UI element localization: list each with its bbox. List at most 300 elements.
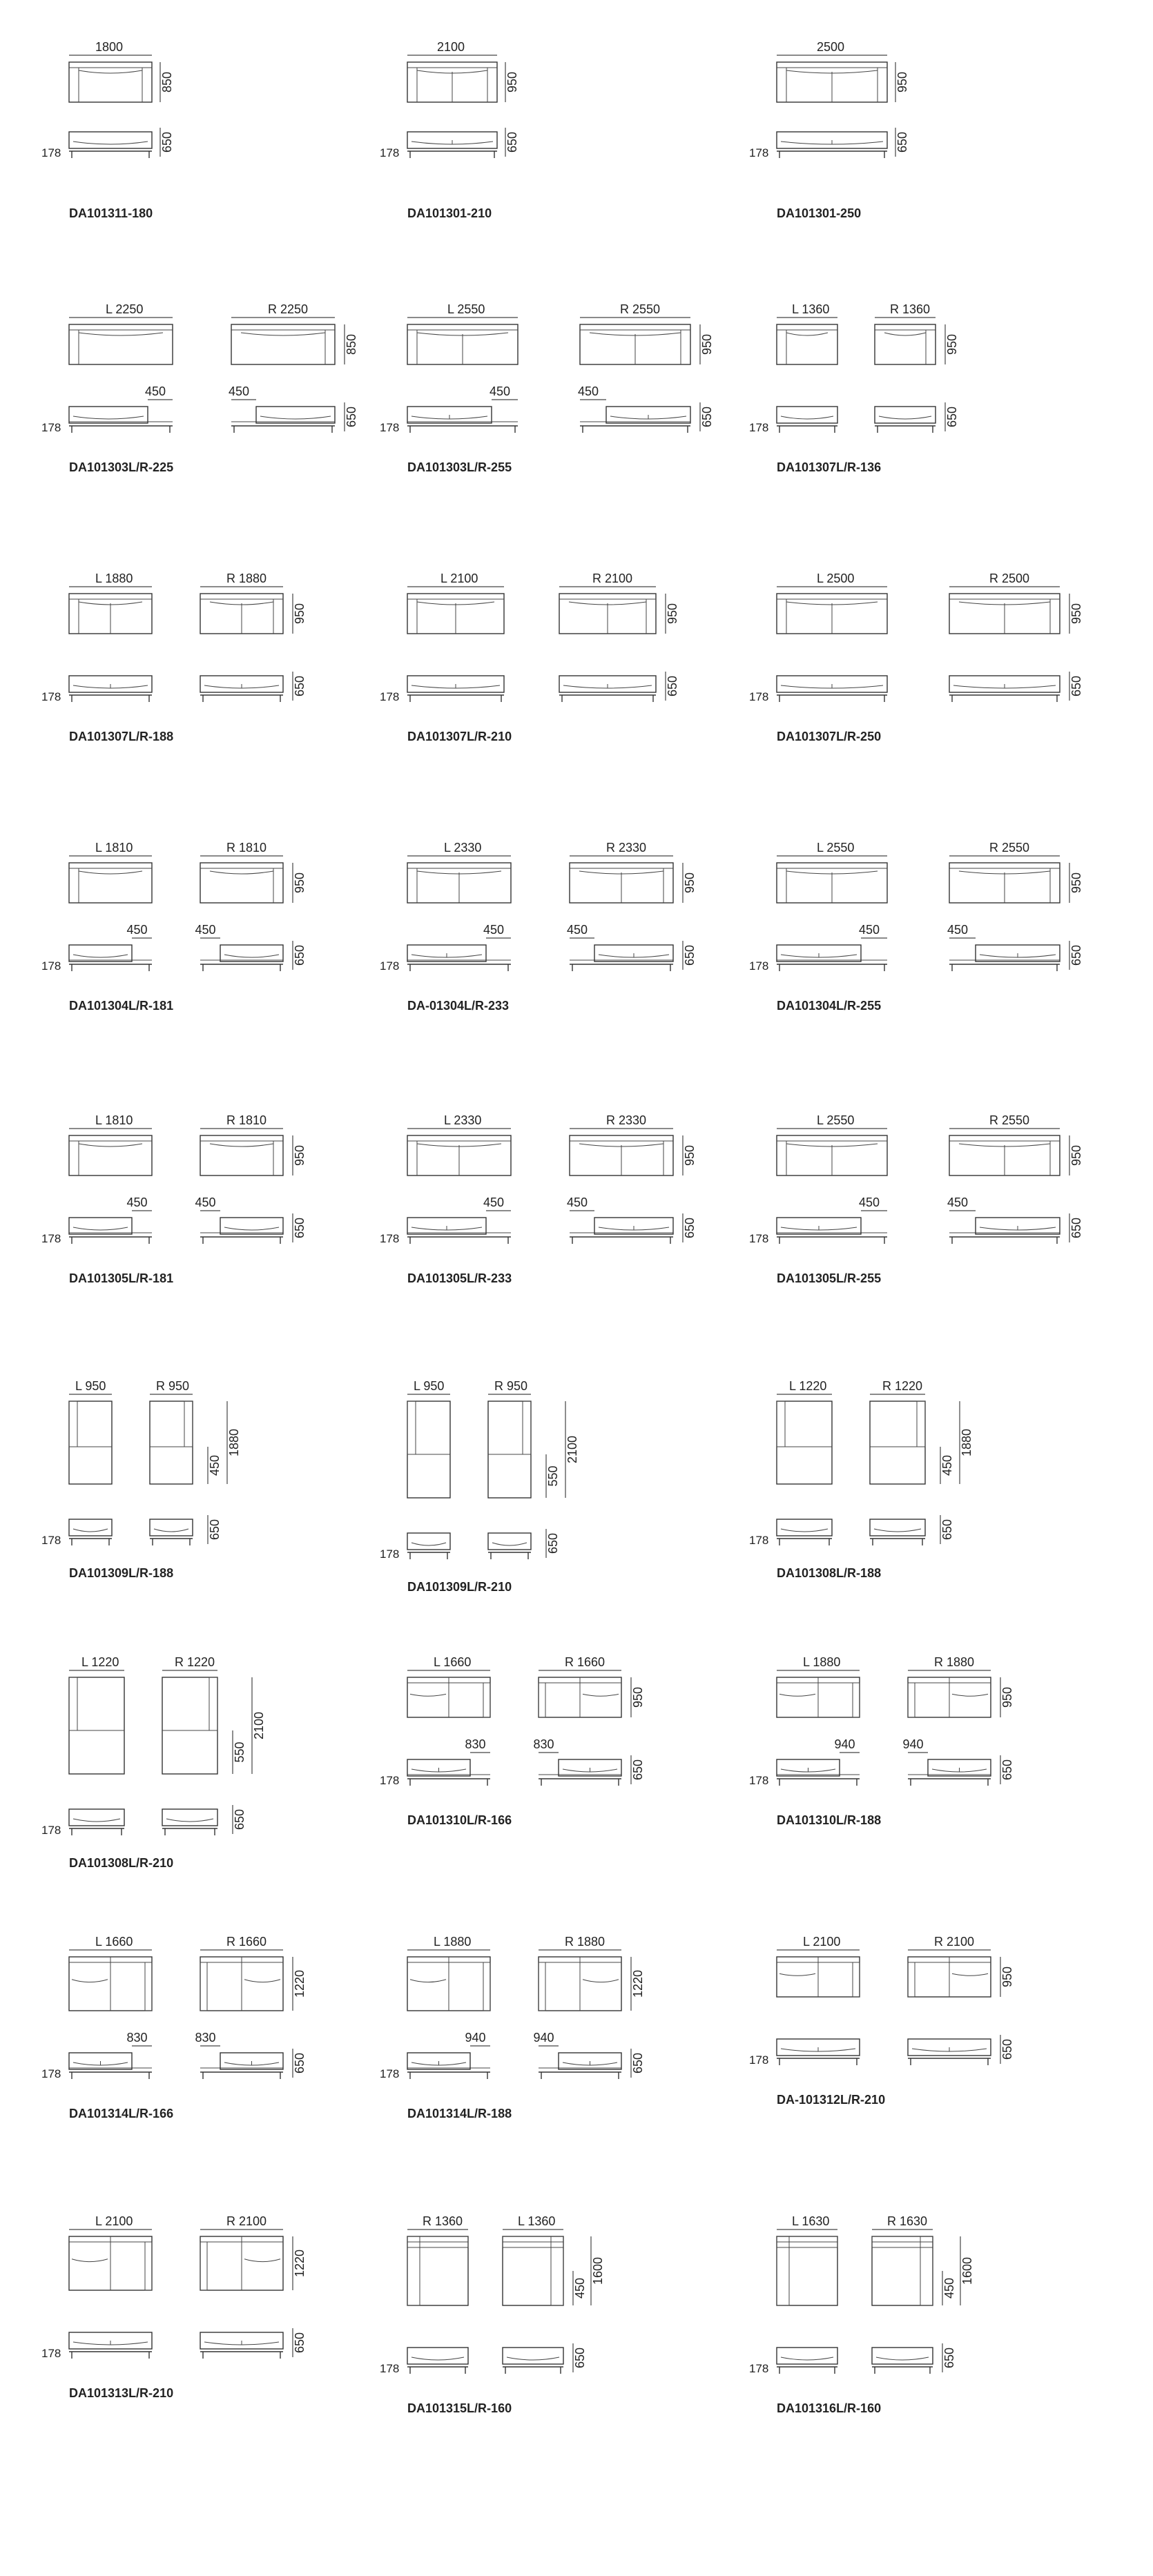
height-label: 650 bbox=[666, 675, 679, 697]
sofa-legs bbox=[410, 1779, 487, 1786]
backrest-curve bbox=[410, 1694, 446, 1696]
height-label: 650 bbox=[1000, 1759, 1014, 1781]
seat-cushion-curve bbox=[492, 1543, 527, 1545]
sofa-legs bbox=[165, 1828, 215, 1835]
armrest bbox=[539, 1962, 545, 2011]
height-label: 650 bbox=[631, 2052, 645, 2074]
width-label-right: R 1660 bbox=[226, 1935, 267, 1949]
platform-extension bbox=[539, 2068, 621, 2072]
seat-cushion-curve bbox=[874, 1529, 921, 1532]
platform-extension bbox=[777, 960, 887, 964]
sofa-legs bbox=[779, 2367, 835, 2374]
sofa-legs bbox=[72, 426, 170, 433]
product-group-da101307l-r-136 bbox=[749, 302, 959, 474]
platform-extension bbox=[570, 1233, 673, 1237]
depth-label: 950 bbox=[666, 603, 679, 625]
width-label-left: L 1810 bbox=[95, 1113, 133, 1127]
extension-label-right: 450 bbox=[578, 384, 599, 398]
depth-label: 950 bbox=[293, 603, 307, 625]
width-label-left: L 2100 bbox=[95, 2214, 133, 2228]
depth-label: 1600 bbox=[960, 2256, 974, 2285]
sofa-legs bbox=[203, 695, 280, 702]
seat-height-label: 178 bbox=[380, 1232, 400, 1245]
product-group-da-01304l-r-233 bbox=[380, 841, 697, 1013]
seat-depth-label: 550 bbox=[546, 1465, 560, 1487]
platform-extension bbox=[580, 422, 690, 426]
product-code: DA101303L/R-225 bbox=[69, 460, 174, 474]
sofa-legs bbox=[952, 695, 1057, 702]
sofa-plan-outline bbox=[875, 324, 936, 364]
product-group-da101305l-r-255 bbox=[749, 1113, 1083, 1285]
depth-label: 850 bbox=[345, 333, 358, 355]
depth-label: 1220 bbox=[631, 1969, 645, 1998]
depth-label: 950 bbox=[683, 1144, 697, 1167]
extension-label-right: 830 bbox=[195, 2031, 216, 2045]
product-group-da101310l-r-166 bbox=[380, 1655, 645, 1827]
width-label-left: L 1220 bbox=[789, 1379, 827, 1393]
seat-height-label: 178 bbox=[749, 959, 769, 973]
cushion-curve bbox=[79, 333, 163, 335]
seat-cushion-curve bbox=[73, 1819, 120, 1822]
sofa-legs bbox=[875, 2367, 930, 2374]
sofa-plan-outline bbox=[69, 1135, 152, 1175]
seat-cushion-curve bbox=[781, 1529, 828, 1532]
sofa-elevation-body bbox=[69, 407, 148, 423]
sofa-legs bbox=[72, 1828, 122, 1835]
cushion-curve bbox=[786, 333, 828, 335]
backrest-curve bbox=[779, 1973, 815, 1975]
corner-backrest bbox=[920, 2236, 933, 2305]
width-label-left: L 1660 bbox=[95, 1935, 133, 1949]
platform-extension bbox=[407, 1233, 511, 1237]
sofa-legs bbox=[72, 695, 149, 702]
sofa-legs bbox=[911, 2058, 988, 2065]
depth-label: 2100 bbox=[252, 1711, 266, 1740]
width-label-right: R 1880 bbox=[226, 572, 267, 585]
product-code: DA-101312L/R-210 bbox=[777, 2093, 886, 2107]
backrest-curve bbox=[244, 2259, 280, 2262]
product-code: DA101311-180 bbox=[69, 206, 153, 220]
height-label: 650 bbox=[293, 1217, 307, 1239]
armrest bbox=[908, 1683, 915, 1717]
width-label-left: L 1360 bbox=[792, 302, 830, 316]
seat-cushion-curve bbox=[411, 1543, 446, 1545]
cushion-curve bbox=[210, 1144, 273, 1146]
sofa-legs bbox=[572, 964, 670, 971]
height-label: 650 bbox=[293, 2332, 307, 2354]
chaise-backrest bbox=[184, 1401, 193, 1447]
width-label-left: L 2330 bbox=[444, 841, 482, 855]
armrest bbox=[483, 1962, 490, 2011]
width-label-left: L 950 bbox=[414, 1379, 445, 1393]
sofa-legs bbox=[203, 2352, 280, 2359]
seat-cushion-curve bbox=[73, 142, 148, 144]
width-label-left: L 2500 bbox=[817, 572, 855, 585]
depth-label: 950 bbox=[631, 1686, 645, 1708]
width-label-left: L 1810 bbox=[95, 841, 133, 855]
product-group-da101305l-r-233 bbox=[380, 1113, 697, 1285]
product-code: DA101309L/R-188 bbox=[69, 1566, 174, 1580]
seat-height-label: 178 bbox=[41, 959, 61, 973]
corner-backrest bbox=[551, 2236, 563, 2305]
sofa-elevation-body bbox=[488, 1533, 531, 1550]
width-label-left: L 2550 bbox=[817, 1113, 855, 1127]
cushion-curve bbox=[210, 871, 273, 874]
sofa-legs bbox=[779, 964, 884, 971]
sofa-legs bbox=[234, 426, 332, 433]
product-code: DA101304L/R-255 bbox=[777, 999, 882, 1013]
sofa-legs bbox=[779, 1539, 829, 1545]
seat-cushion-curve bbox=[781, 416, 833, 419]
sofa-legs bbox=[72, 964, 149, 971]
height-label: 650 bbox=[160, 131, 174, 153]
depth-label: 1880 bbox=[227, 1428, 241, 1457]
product-code: DA101307L/R-188 bbox=[69, 730, 174, 743]
width-label-right: R 2500 bbox=[989, 572, 1030, 585]
backrest-curve bbox=[952, 1694, 988, 1696]
sofa-legs bbox=[541, 1779, 619, 1786]
width-label-right: R 1880 bbox=[565, 1935, 605, 1949]
sofa-legs bbox=[410, 151, 494, 158]
sofa-legs bbox=[505, 2367, 561, 2374]
cushion-curve bbox=[241, 333, 325, 335]
seat-cushion-curve bbox=[876, 2357, 929, 2360]
chaise-plan-outline bbox=[150, 1401, 193, 1484]
platform-extension bbox=[69, 2068, 152, 2072]
seat-height-label: 178 bbox=[380, 2362, 400, 2375]
extension-label-left: 450 bbox=[126, 1196, 148, 1209]
width-label-left: L 950 bbox=[75, 1379, 106, 1393]
cushion-curve bbox=[884, 333, 926, 335]
sofa-elevation-body bbox=[69, 1809, 124, 1826]
seat-cushion-curve bbox=[73, 1227, 128, 1230]
extension-label-right: 830 bbox=[533, 1737, 554, 1751]
platform-extension bbox=[407, 960, 511, 964]
sofa-legs bbox=[779, 2058, 857, 2065]
extension-label-left: 450 bbox=[483, 923, 505, 937]
height-label: 650 bbox=[505, 131, 519, 153]
sofa-elevation-body bbox=[870, 1519, 925, 1536]
product-group-da101308l-r-210 bbox=[41, 1655, 266, 1870]
product-code: DA101314L/R-188 bbox=[407, 2107, 512, 2120]
product-group-da101307l-r-250 bbox=[749, 572, 1083, 743]
width-label-left: L 1220 bbox=[81, 1655, 119, 1669]
height-label: 650 bbox=[208, 1519, 222, 1541]
sofa-legs bbox=[779, 1237, 884, 1244]
sofa-elevation-body bbox=[875, 407, 936, 423]
seat-height-label: 178 bbox=[41, 2067, 61, 2080]
width-label-right: L 1360 bbox=[518, 2214, 556, 2228]
width-label-right: R 2100 bbox=[592, 572, 633, 585]
width-label-left: L 2550 bbox=[817, 841, 855, 855]
extension-label-left: 940 bbox=[834, 1737, 855, 1751]
chaise-backrest bbox=[69, 1677, 77, 1730]
seat-height-label: 178 bbox=[749, 2053, 769, 2067]
width-label-right: R 1660 bbox=[565, 1655, 605, 1669]
seat-height-label: 178 bbox=[41, 1824, 61, 1837]
width-label-left: L 2100 bbox=[440, 572, 478, 585]
chaise-plan-outline bbox=[488, 1401, 531, 1498]
chaise-backrest bbox=[209, 1677, 217, 1730]
sofa-legs bbox=[203, 1237, 280, 1244]
sofa-elevation-body bbox=[407, 2348, 468, 2364]
sofa-legs bbox=[779, 695, 884, 702]
seat-cushion-curve bbox=[73, 416, 144, 419]
width-label-right: R 2550 bbox=[620, 302, 661, 316]
extension-label-right: 450 bbox=[195, 1196, 216, 1209]
seat-height-label: 178 bbox=[380, 146, 400, 159]
product-code: DA-01304L/R-233 bbox=[407, 999, 510, 1013]
seat-depth-label: 550 bbox=[233, 1741, 246, 1763]
sofa-legs bbox=[541, 2072, 619, 2079]
sofa-plan-outline bbox=[231, 324, 335, 364]
product-group-da101308l-r-188 bbox=[749, 1379, 973, 1580]
sofa-plan-outline bbox=[69, 62, 152, 102]
depth-label: 950 bbox=[505, 71, 519, 93]
seat-depth-label: 450 bbox=[208, 1454, 222, 1476]
product-group-da101316l-r-160 bbox=[749, 2214, 974, 2415]
sofa-elevation-body bbox=[777, 2348, 837, 2364]
seat-height-label: 178 bbox=[41, 1232, 61, 1245]
product-code: DA101308L/R-188 bbox=[777, 1566, 882, 1580]
depth-label: 850 bbox=[160, 71, 174, 93]
depth-label: 2100 bbox=[565, 1435, 579, 1464]
platform-extension bbox=[407, 2068, 490, 2072]
product-group-da101301-250 bbox=[749, 40, 909, 220]
sofa-elevation-body bbox=[220, 945, 283, 962]
seat-height-label: 178 bbox=[749, 2362, 769, 2375]
chaise-backrest bbox=[69, 1401, 77, 1447]
sofa-legs bbox=[779, 151, 884, 158]
extension-label-right: 450 bbox=[229, 384, 250, 398]
width-label-left: L 2330 bbox=[444, 1113, 482, 1127]
seat-height-label: 178 bbox=[749, 1774, 769, 1787]
seat-height-label: 178 bbox=[380, 1548, 400, 1561]
seat-cushion-curve bbox=[73, 955, 128, 957]
platform-extension bbox=[407, 1775, 490, 1779]
chaise-backrest bbox=[407, 1401, 416, 1454]
width-label-left: L 1660 bbox=[434, 1655, 472, 1669]
seat-cushion-curve bbox=[507, 2357, 559, 2360]
product-group-da101301-210 bbox=[380, 40, 519, 220]
extension-label-left: 450 bbox=[126, 923, 148, 937]
sofa-legs bbox=[779, 426, 835, 433]
sofa-legs bbox=[72, 1237, 149, 1244]
seat-height-label: 178 bbox=[749, 690, 769, 703]
sofa-legs bbox=[72, 2352, 149, 2359]
seat-cushion-curve bbox=[166, 1819, 213, 1822]
height-label: 650 bbox=[683, 1217, 697, 1239]
sofa-legs bbox=[72, 151, 149, 158]
product-group-da101304l-r-181 bbox=[41, 841, 307, 1013]
width-label-right: R 950 bbox=[156, 1379, 190, 1393]
platform-extension bbox=[570, 960, 673, 964]
seat-cushion-curve bbox=[411, 2357, 464, 2360]
width-label-left: L 1630 bbox=[792, 2214, 830, 2228]
width-label-right: R 2100 bbox=[934, 1935, 975, 1949]
depth-label: 950 bbox=[1069, 872, 1083, 894]
seat-cushion-curve bbox=[224, 1227, 279, 1230]
product-group-da101311-180 bbox=[41, 40, 174, 220]
width-label-left: L 2250 bbox=[106, 302, 144, 316]
corner-backrest bbox=[407, 2236, 420, 2305]
width-label: 2500 bbox=[817, 40, 845, 54]
depth-label: 950 bbox=[293, 1144, 307, 1167]
sofa-legs bbox=[878, 426, 933, 433]
chaise-backrest bbox=[777, 1401, 785, 1447]
extension-label-left: 450 bbox=[145, 384, 166, 398]
platform-extension bbox=[777, 1775, 860, 1779]
width-label-right: R 950 bbox=[494, 1379, 528, 1393]
armrest bbox=[200, 1962, 207, 2011]
depth-label: 950 bbox=[293, 872, 307, 894]
sofa-elevation-body bbox=[69, 945, 132, 962]
product-code: DA101310L/R-166 bbox=[407, 1813, 512, 1827]
extension-label-right: 450 bbox=[567, 1196, 588, 1209]
seat-cushion-curve bbox=[260, 416, 331, 419]
seat-height-label: 178 bbox=[41, 2347, 61, 2360]
seat-height-label: 178 bbox=[749, 1232, 769, 1245]
extension-label-left: 830 bbox=[465, 1737, 486, 1751]
backrest-curve bbox=[583, 1980, 619, 1982]
sofa-legs bbox=[410, 2367, 465, 2374]
platform-extension bbox=[69, 960, 152, 964]
width-label-right: R 2330 bbox=[606, 841, 647, 855]
width-label-left: L 1880 bbox=[95, 572, 133, 585]
width-label-right: R 1810 bbox=[226, 1113, 267, 1127]
height-label: 650 bbox=[345, 406, 358, 428]
seat-depth-label: 450 bbox=[942, 2277, 956, 2299]
sofa-legs bbox=[203, 964, 280, 971]
sofa-legs bbox=[203, 2072, 280, 2079]
width-label-right: R 2100 bbox=[226, 2214, 267, 2228]
extension-label-left: 450 bbox=[483, 1196, 505, 1209]
seat-depth-label: 450 bbox=[940, 1454, 954, 1476]
extension-label-right: 940 bbox=[902, 1737, 924, 1751]
sofa-elevation-body bbox=[69, 132, 152, 148]
backrest-curve bbox=[410, 1980, 446, 1982]
sofa-legs bbox=[562, 695, 653, 702]
sofa-legs bbox=[72, 2072, 149, 2079]
sofa-elevation-body bbox=[69, 1519, 112, 1536]
product-code: DA101305L/R-255 bbox=[777, 1271, 882, 1285]
height-label: 650 bbox=[573, 2347, 587, 2369]
seat-cushion-curve bbox=[781, 2357, 833, 2360]
width-label-left: L 1880 bbox=[803, 1655, 841, 1669]
height-label: 650 bbox=[940, 1519, 954, 1541]
seat-height-label: 178 bbox=[749, 1534, 769, 1547]
backrest-curve bbox=[583, 1694, 619, 1696]
product-group-da-101312l-r-210 bbox=[749, 1935, 1014, 2107]
height-label: 650 bbox=[631, 1759, 645, 1781]
product-code: DA101316L/R-160 bbox=[777, 2401, 882, 2415]
sofa-plan-outline bbox=[503, 2236, 563, 2305]
sofa-elevation-body bbox=[220, 1218, 283, 1234]
armrest bbox=[539, 1683, 545, 1717]
seat-height-label: 178 bbox=[380, 690, 400, 703]
height-label: 650 bbox=[700, 406, 714, 428]
extension-label-left: 940 bbox=[465, 2031, 486, 2045]
width-label-right: R 1360 bbox=[890, 302, 931, 316]
backrest-curve bbox=[952, 1973, 988, 1975]
product-code: DA101307L/R-136 bbox=[777, 460, 882, 474]
armrest bbox=[908, 1962, 915, 1997]
chaise-backrest bbox=[917, 1401, 925, 1447]
product-code: DA101305L/R-233 bbox=[407, 1271, 512, 1285]
platform-extension bbox=[539, 1775, 621, 1779]
height-label: 650 bbox=[293, 2052, 307, 2074]
platform-extension bbox=[777, 1233, 887, 1237]
platform-extension bbox=[231, 422, 335, 426]
height-label: 650 bbox=[1069, 944, 1083, 966]
sofa-plan-outline bbox=[200, 1135, 283, 1175]
cushion-curve bbox=[79, 70, 142, 73]
platform-extension bbox=[200, 2068, 283, 2072]
seat-cushion-curve bbox=[73, 1529, 108, 1532]
extension-label-right: 450 bbox=[567, 923, 588, 937]
platform-extension bbox=[69, 1233, 152, 1237]
sofa-plan-outline bbox=[777, 324, 837, 364]
product-code: DA101303L/R-255 bbox=[407, 460, 512, 474]
cushion-curve bbox=[79, 871, 142, 874]
width-label: 2100 bbox=[437, 40, 465, 54]
extension-label-left: 450 bbox=[490, 384, 511, 398]
width-label-left: L 1880 bbox=[434, 1935, 472, 1949]
depth-label: 950 bbox=[1000, 1686, 1014, 1708]
sofa-plan-outline bbox=[777, 2236, 837, 2305]
depth-label: 950 bbox=[945, 333, 959, 355]
chaise-plan-outline bbox=[69, 1401, 112, 1484]
seat-depth-label: 450 bbox=[573, 2277, 587, 2299]
width-label-right: R 1220 bbox=[175, 1655, 215, 1669]
sofa-elevation-body bbox=[69, 1218, 132, 1234]
extension-label-left: 450 bbox=[859, 923, 880, 937]
sofa-legs bbox=[583, 426, 688, 433]
width-label-right: R 1220 bbox=[882, 1379, 923, 1393]
seat-height-label: 178 bbox=[380, 421, 400, 434]
backrest-curve bbox=[779, 1694, 815, 1696]
seat-height-label: 178 bbox=[380, 1774, 400, 1787]
sofa-legs bbox=[72, 1539, 109, 1545]
platform-extension bbox=[200, 1233, 283, 1237]
product-group-da101303l-r-225 bbox=[41, 302, 358, 474]
armrest bbox=[483, 1683, 490, 1717]
depth-label: 950 bbox=[1069, 603, 1083, 625]
product-code: DA101310L/R-188 bbox=[777, 1813, 882, 1827]
chaise-plan-outline bbox=[407, 1401, 450, 1498]
chaise-backrest bbox=[523, 1401, 531, 1454]
seat-cushion-curve bbox=[879, 416, 931, 419]
width-label-right: R 2250 bbox=[268, 302, 309, 316]
backrest-curve bbox=[244, 1980, 280, 1982]
sofa-elevation-body bbox=[256, 407, 335, 423]
seat-height-label: 178 bbox=[41, 690, 61, 703]
sofa-elevation-body bbox=[777, 407, 837, 423]
product-code: DA101301-250 bbox=[777, 206, 862, 220]
depth-label: 950 bbox=[1000, 1966, 1014, 1988]
sofa-elevation-body bbox=[503, 2348, 563, 2364]
depth-label: 950 bbox=[1069, 1144, 1083, 1167]
width-label-left: R 1360 bbox=[423, 2214, 463, 2228]
product-code: DA101315L/R-160 bbox=[407, 2401, 512, 2415]
seat-cushion-curve bbox=[224, 955, 279, 957]
product-group-da101307l-r-210 bbox=[380, 572, 679, 743]
sofa-legs bbox=[410, 426, 515, 433]
platform-extension bbox=[407, 422, 518, 426]
extension-label-right: 450 bbox=[195, 923, 216, 937]
sofa-elevation-body bbox=[407, 1533, 450, 1550]
armrest bbox=[145, 1962, 152, 2011]
